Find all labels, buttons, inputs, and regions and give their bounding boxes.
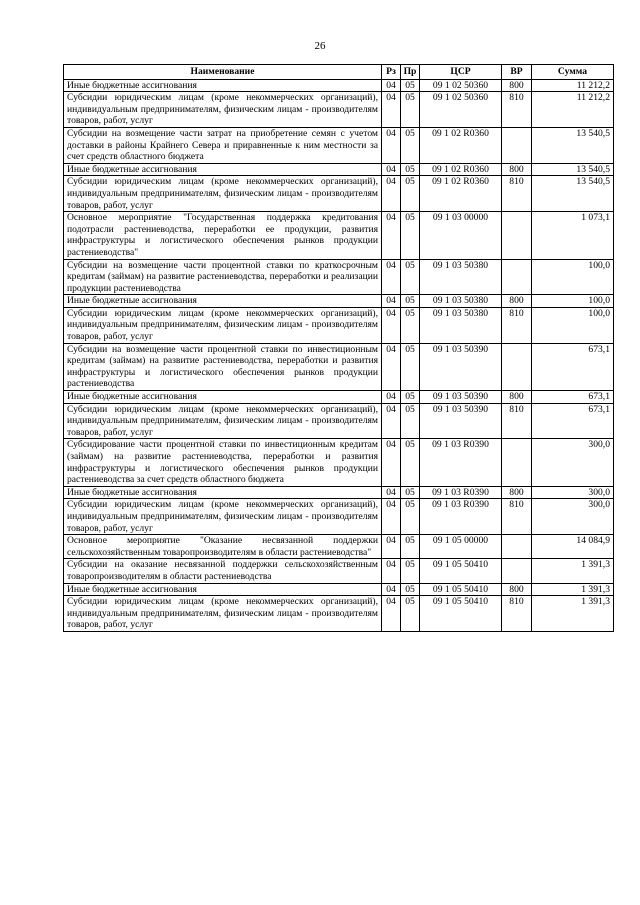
cell-sum: 673,1 [532,403,614,439]
page-number: 26 [314,40,326,52]
cell-csr: 09 1 03 R0390 [420,439,502,486]
cell-name: Субсидии на возмещение части процентной ставки по инвестиционным кредитам (займам) на развитие растениеводства, переработки и развития инфраструктуры и логистического обеспечения рынков продукции растениеводства [64,343,382,390]
cell-pr: 05 [401,596,420,632]
cell-vr: 810 [502,307,532,343]
table-row [64,163,614,176]
cell-name: Субсидирование части процентной ставки по инвестиционным кредитам (займам) на развитие растениеводства, переработки и развития инфраструктуры и логистического обеспечения рынков продукции растениеводства за счет средств областного бюджета [64,439,382,486]
cell-rz: 04 [382,583,401,596]
cell-pr: 05 [401,343,420,390]
cell-name: Субсидии юридическим лицам (кроме некоммерческих организаций), индивидуальным предпринимателям, физическим лицам - производителям товаров, работ, услуг [64,176,382,212]
cell-sum: 300,0 [532,439,614,486]
cell-sum: 100,0 [532,259,614,295]
table-body [64,79,614,631]
cell-csr: 09 1 03 50380 [420,295,502,308]
cell-pr: 05 [401,403,420,439]
cell-sum: 11 212,2 [532,79,614,92]
cell-vr: 800 [502,163,532,176]
table-row [64,79,614,92]
cell-sum: 100,0 [532,307,614,343]
cell-name: Иные бюджетные ассигнования [64,163,382,176]
table-header-row [64,65,614,80]
cell-vr: 800 [502,583,532,596]
cell-name: Субсидии на возмещение части процентной ставки по краткосрочным кредитам (займам) на развитие растениеводства, переработки и реализации продукции растениеводства [64,259,382,295]
cell-csr: 09 1 03 50390 [420,343,502,390]
cell-pr: 05 [401,535,420,559]
cell-vr [502,439,532,486]
header-rz: Рз [382,65,401,80]
cell-sum: 300,0 [532,486,614,499]
cell-csr: 09 1 05 50410 [420,583,502,596]
cell-sum: 1 391,3 [532,559,614,583]
cell-rz: 04 [382,486,401,499]
header-name: Наименование [64,65,382,80]
header-sum: Сумма [532,65,614,80]
cell-sum: 300,0 [532,499,614,535]
cell-pr: 05 [401,583,420,596]
cell-rz: 04 [382,596,401,632]
cell-name: Иные бюджетные ассигнования [64,79,382,92]
cell-name: Субсидии юридическим лицам (кроме некоммерческих организаций), индивидуальным предпринимателям, физическим лицам - производителям товаров, работ, услуг [64,596,382,632]
cell-pr: 05 [401,92,420,128]
table-row [64,92,614,128]
cell-sum: 673,1 [532,391,614,404]
cell-pr: 05 [401,295,420,308]
cell-csr: 09 1 03 50380 [420,259,502,295]
cell-csr: 09 1 05 50410 [420,596,502,632]
cell-csr: 09 1 03 50390 [420,391,502,404]
cell-name: Основное мероприятие "Государственная поддержка кредитования подотрасли растениеводства, переработки ее продукции, развития инфраструктуры и логистического обеспечения рынков продукции растениеводства" [64,212,382,259]
cell-vr: 810 [502,499,532,535]
table-row [64,535,614,559]
cell-rz: 04 [382,307,401,343]
cell-pr: 05 [401,79,420,92]
cell-vr: 810 [502,92,532,128]
cell-pr: 05 [401,307,420,343]
table-row [64,596,614,632]
table-row [64,307,614,343]
cell-sum: 1 391,3 [532,583,614,596]
cell-vr: 810 [502,176,532,212]
cell-vr [502,259,532,295]
cell-rz: 04 [382,163,401,176]
cell-vr: 800 [502,79,532,92]
cell-csr: 09 1 03 50380 [420,307,502,343]
cell-sum: 13 540,5 [532,176,614,212]
cell-name: Субсидии на возмещение части затрат на приобретение семян с учетом доставки в районы Крайнего Севера и приравненные к ним местности за счет средств областного бюджета [64,127,382,163]
table-row [64,343,614,390]
cell-name: Субсидии на оказание несвязанной поддержки сельскохозяйственным товаропроизводителям в области растениеводства [64,559,382,583]
cell-name: Иные бюджетные ассигнования [64,295,382,308]
table-row [64,559,614,583]
cell-rz: 04 [382,535,401,559]
cell-vr: 800 [502,391,532,404]
cell-sum: 13 540,5 [532,127,614,163]
cell-vr: 810 [502,403,532,439]
table-row [64,486,614,499]
cell-csr: 09 1 05 00000 [420,535,502,559]
cell-rz: 04 [382,295,401,308]
cell-vr: 800 [502,295,532,308]
cell-name: Субсидии юридическим лицам (кроме некоммерческих организаций), индивидуальным предпринимателям, физическим лицам - производителям товаров, работ, услуг [64,307,382,343]
cell-pr: 05 [401,212,420,259]
cell-csr: 09 1 02 50360 [420,79,502,92]
cell-pr: 05 [401,486,420,499]
cell-vr: 800 [502,486,532,499]
cell-pr: 05 [401,259,420,295]
cell-vr [502,212,532,259]
table-row [64,127,614,163]
table-row [64,499,614,535]
cell-rz: 04 [382,499,401,535]
cell-sum: 14 084,9 [532,535,614,559]
cell-rz: 04 [382,391,401,404]
cell-csr: 09 1 03 R0390 [420,486,502,499]
cell-vr [502,343,532,390]
cell-pr: 05 [401,176,420,212]
cell-name: Иные бюджетные ассигнования [64,391,382,404]
cell-csr: 09 1 02 50360 [420,92,502,128]
cell-sum: 1 073,1 [532,212,614,259]
cell-name: Субсидии юридическим лицам (кроме некоммерческих организаций), индивидуальным предпринимателям, физическим лицам - производителям товаров, работ, услуг [64,403,382,439]
cell-vr [502,559,532,583]
cell-rz: 04 [382,212,401,259]
table-row [64,391,614,404]
cell-rz: 04 [382,92,401,128]
cell-csr: 09 1 05 50410 [420,559,502,583]
table-row [64,403,614,439]
table-row [64,295,614,308]
cell-rz: 04 [382,176,401,212]
cell-rz: 04 [382,127,401,163]
table-row [64,212,614,259]
cell-sum: 11 212,2 [532,92,614,128]
budget-table [63,64,614,632]
cell-pr: 05 [401,439,420,486]
cell-rz: 04 [382,439,401,486]
cell-vr [502,127,532,163]
table-row [64,259,614,295]
cell-name: Субсидии юридическим лицам (кроме некоммерческих организаций), индивидуальным предпринимателям, физическим лицам - производителям товаров, работ, услуг [64,92,382,128]
cell-pr: 05 [401,127,420,163]
cell-pr: 05 [401,163,420,176]
cell-name: Субсидии юридическим лицам (кроме некоммерческих организаций), индивидуальным предпринимателям, физическим лицам - производителям товаров, работ, услуг [64,499,382,535]
cell-rz: 04 [382,343,401,390]
cell-csr: 09 1 02 R0360 [420,176,502,212]
cell-sum: 100,0 [532,295,614,308]
table-row [64,583,614,596]
cell-rz: 04 [382,403,401,439]
cell-pr: 05 [401,499,420,535]
cell-csr: 09 1 02 R0360 [420,127,502,163]
cell-rz: 04 [382,79,401,92]
header-vr: ВР [502,65,532,80]
cell-name: Основное мероприятие "Оказание несвязанной поддержки сельскохозяйственным товаропроизводителям в области растениеводства" [64,535,382,559]
cell-pr: 05 [401,391,420,404]
cell-sum: 1 391,3 [532,596,614,632]
table-row [64,439,614,486]
cell-vr: 810 [502,596,532,632]
cell-csr: 09 1 03 R0390 [420,499,502,535]
header-pr: Пр [401,65,420,80]
cell-rz: 04 [382,559,401,583]
cell-vr [502,535,532,559]
cell-sum: 13 540,5 [532,163,614,176]
cell-csr: 09 1 03 00000 [420,212,502,259]
cell-csr: 09 1 02 R0360 [420,163,502,176]
cell-sum: 673,1 [532,343,614,390]
cell-name: Иные бюджетные ассигнования [64,583,382,596]
cell-rz: 04 [382,259,401,295]
cell-name: Иные бюджетные ассигнования [64,486,382,499]
cell-csr: 09 1 03 50390 [420,403,502,439]
header-csr: ЦСР [420,65,502,80]
cell-pr: 05 [401,559,420,583]
table-row [64,176,614,212]
